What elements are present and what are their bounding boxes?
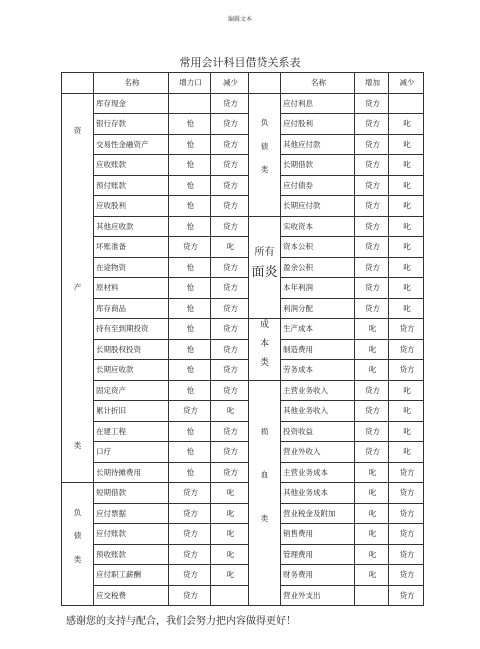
increase-right: 贷方	[355, 421, 389, 442]
account-name-right: 长期借款	[281, 155, 355, 176]
table-row	[62, 462, 424, 483]
category-cell-right	[249, 319, 281, 381]
category-char: 类	[260, 165, 269, 175]
account-name-right: 营业外收入	[281, 442, 355, 463]
increase-right: 贷方	[355, 216, 389, 237]
table-row	[62, 278, 424, 299]
col-header-decrease-2: 减少	[389, 73, 424, 94]
account-name-right: 其他应付款	[281, 134, 355, 155]
account-name-right: 生产成本	[281, 319, 355, 340]
decrease-left: 贷方	[211, 216, 249, 237]
decrease-left: 贷方	[211, 93, 249, 114]
increase-right: 叱	[355, 360, 389, 381]
corner-cell	[62, 73, 94, 94]
decrease-left: 贷方	[211, 298, 249, 319]
table-row	[62, 544, 424, 565]
decrease-left: 贷方	[211, 442, 249, 463]
increase-left: 贷方	[169, 401, 211, 422]
table-row	[62, 565, 424, 586]
increase-right: 贷方	[355, 134, 389, 155]
category-cell-right	[249, 380, 281, 606]
increase-right: 贷方	[355, 257, 389, 278]
increase-right: 叱	[355, 462, 389, 483]
account-name-left: 长期股权投资	[94, 339, 169, 360]
decrease-right: 贷方	[389, 339, 424, 360]
table-row	[62, 380, 424, 401]
account-name-right: 其他业务收入	[281, 401, 355, 422]
increase-left: 贷方	[169, 565, 211, 586]
table-row	[62, 257, 424, 278]
table-row	[62, 524, 424, 545]
account-name-right: 营业外支出	[281, 585, 355, 606]
category-char: 负	[260, 118, 269, 128]
decrease-right: 贷方	[389, 503, 424, 524]
table-row	[62, 585, 424, 606]
decrease-right: 贷方	[389, 319, 424, 340]
decrease-right: 叱	[389, 175, 424, 196]
decrease-right: 叱	[389, 114, 424, 135]
account-name-right: 管理费用	[281, 544, 355, 565]
increase-left: 怆	[169, 114, 211, 135]
table-row	[62, 442, 424, 463]
decrease-right: 叱	[389, 298, 424, 319]
increase-left: 怆	[169, 298, 211, 319]
decrease-left: 贷方	[211, 319, 249, 340]
category-cell-right	[249, 216, 281, 319]
increase-right: 叱	[355, 565, 389, 586]
increase-right: 贷方	[355, 155, 389, 176]
account-name-right: 制造费用	[281, 339, 355, 360]
col-header-increase-1: 增力口	[169, 73, 211, 94]
decrease-left: 叱	[211, 524, 249, 545]
decrease-left: 贷方	[211, 278, 249, 299]
account-name-left: 长期应收款	[94, 360, 169, 381]
increase-left: 怆	[169, 196, 211, 217]
decrease-left: 叱	[211, 565, 249, 586]
increase-left: 怆	[169, 360, 211, 381]
increase-left: 怆	[169, 319, 211, 340]
account-name-right: 应付股利	[281, 114, 355, 135]
header-row	[62, 73, 424, 94]
category-char: 类	[259, 357, 269, 368]
decrease-right: 叱	[389, 278, 424, 299]
decrease-left: 贷方	[211, 421, 249, 442]
increase-right: 叱	[355, 503, 389, 524]
increase-right: 贷方	[355, 93, 389, 114]
account-name-left: 短期借款	[94, 483, 169, 504]
increase-left: 贷方	[169, 237, 211, 258]
increase-right: 贷方	[355, 401, 389, 422]
table-row	[62, 319, 424, 340]
table-row	[62, 93, 424, 114]
decrease-left: 贷方	[211, 462, 249, 483]
category-char: 资	[73, 125, 82, 135]
account-name-left: 累计折旧	[94, 401, 169, 422]
decrease-right: 叱	[389, 134, 424, 155]
account-name-right: 实收资本	[281, 216, 355, 237]
increase-left: 怆	[169, 339, 211, 360]
table-title: 常用会计科目借贷关系表	[179, 56, 301, 69]
decrease-left: 贷方	[211, 196, 249, 217]
increase-left: 贷方	[169, 585, 211, 606]
increase-left: 怆	[169, 380, 211, 401]
category-cell-left	[62, 483, 94, 606]
increase-right: 贷方	[355, 114, 389, 135]
decrease-left: 贷方	[211, 257, 249, 278]
decrease-left: 叱	[211, 237, 249, 258]
table-row	[62, 134, 424, 155]
decrease-right: 叱	[389, 196, 424, 217]
account-name-right: 营业税金及附加	[281, 503, 355, 524]
col-header-name-2: 名称	[281, 73, 355, 94]
decrease-left: 贷方	[211, 114, 249, 135]
col-header-name-1: 名称	[94, 73, 169, 94]
category-char: 负	[73, 507, 82, 517]
account-name-left: 坏账准备	[94, 237, 169, 258]
increase-left: 贷方	[169, 483, 211, 504]
account-name-left: 库存商品	[94, 298, 169, 319]
decrease-left: 贷方	[211, 175, 249, 196]
increase-right: 贷方	[355, 442, 389, 463]
increase-right: 叱	[355, 319, 389, 340]
increase-left: 怆	[169, 462, 211, 483]
category-char: 成	[259, 319, 269, 330]
increase-left: 贷方	[169, 544, 211, 565]
decrease-right: 贷方	[389, 565, 424, 586]
decrease-right: 叱	[389, 257, 424, 278]
account-name-right: 主营业务成本	[281, 462, 355, 483]
category-char: 类	[73, 554, 82, 564]
account-name-left: 应交税费	[94, 585, 169, 606]
decrease-left: 叱	[211, 544, 249, 565]
increase-left: 怆	[169, 257, 211, 278]
decrease-right: 叱	[389, 155, 424, 176]
col-header-increase-2: 增加	[355, 73, 389, 94]
decrease-right	[389, 93, 424, 114]
category-char: 类	[260, 513, 269, 523]
account-name-left: 在途物资	[94, 257, 169, 278]
table-row	[62, 401, 424, 422]
decrease-left: 贷方	[211, 134, 249, 155]
account-name-right: 投资收益	[281, 421, 355, 442]
increase-left: 怆	[169, 278, 211, 299]
account-name-left: 原材料	[94, 278, 169, 299]
decrease-left: 贷方	[211, 339, 249, 360]
increase-left: 贷方	[169, 524, 211, 545]
account-name-right: 应付利息	[281, 93, 355, 114]
increase-right: 贷方	[355, 175, 389, 196]
decrease-right: 叱	[389, 401, 424, 422]
account-name-right: 利润分配	[281, 298, 355, 319]
category-char: 损	[260, 426, 269, 436]
category-char: 债	[260, 141, 269, 151]
account-name-left: 预付账款	[94, 175, 169, 196]
category-char: 类	[73, 440, 82, 450]
table-row	[62, 237, 424, 258]
decrease-left: 叱	[211, 503, 249, 524]
account-name-left: 应收股利	[94, 196, 169, 217]
table-row	[62, 421, 424, 442]
increase-left: 怆	[169, 175, 211, 196]
increase-right: 贷方	[355, 196, 389, 217]
decrease-left: 叱	[211, 483, 249, 504]
table-row	[62, 360, 424, 381]
category-char: 本	[259, 338, 269, 349]
account-name-right: 盈余公积	[281, 257, 355, 278]
account-name-right: 其他业务成本	[281, 483, 355, 504]
decrease-left: 贷方	[211, 380, 249, 401]
increase-right: 叱	[355, 544, 389, 565]
account-name-left: 其他应收款	[94, 216, 169, 237]
category-cell-left	[62, 93, 94, 483]
increase-right: 贷方	[355, 380, 389, 401]
increase-left: 贷方	[169, 503, 211, 524]
decrease-right: 叱	[389, 421, 424, 442]
category-char: 面炎	[251, 264, 278, 280]
decrease-right: 贷方	[389, 585, 424, 606]
increase-right: 叱	[355, 483, 389, 504]
account-name-right: 财务费用	[281, 565, 355, 586]
increase-right: 贷方	[355, 278, 389, 299]
account-name-right: 资本公积	[281, 237, 355, 258]
account-name-left: 预收账款	[94, 544, 169, 565]
account-name-left: 在建工程	[94, 421, 169, 442]
category-char: 产	[73, 283, 82, 292]
account-name-left: 长期待摊费用	[94, 462, 169, 483]
decrease-right: 叱	[389, 442, 424, 463]
table-row	[62, 114, 424, 135]
account-name-left: 应收账款	[94, 155, 169, 176]
decrease-right: 叱	[389, 380, 424, 401]
decrease-right: 叱	[389, 216, 424, 237]
account-name-right: 主营业务收入	[281, 380, 355, 401]
account-name-right: 劳务成本	[281, 360, 355, 381]
increase-right: 叱	[355, 524, 389, 545]
decrease-right: 贷方	[389, 462, 424, 483]
account-name-right: 销售费用	[281, 524, 355, 545]
account-name-right: 本年利润	[281, 278, 355, 299]
account-name-right: 长期应付款	[281, 196, 355, 217]
increase-left: 怆	[169, 155, 211, 176]
account-name-left: 银行存款	[94, 114, 169, 135]
account-name-left: 应付票据	[94, 503, 169, 524]
page-header: 编辑文本	[227, 16, 252, 23]
increase-left: 怆	[169, 442, 211, 463]
account-name-left: 库存现金	[94, 93, 169, 114]
col-header-decrease-1: 减少	[211, 73, 249, 94]
account-name-left: 应付职工薪酬	[94, 565, 169, 586]
increase-left	[169, 93, 211, 114]
corner-cell-2	[249, 73, 281, 94]
increase-left: 怆	[169, 421, 211, 442]
table-row	[62, 503, 424, 524]
category-char: 血	[260, 470, 269, 479]
account-table	[61, 72, 424, 606]
account-name-left: 应付账款	[94, 524, 169, 545]
footer-note: 感谢您的支持与配合，我们会努力把内容做得更好！	[66, 616, 296, 627]
increase-right	[355, 585, 389, 606]
decrease-left: 贷方	[211, 360, 249, 381]
table-body	[62, 73, 424, 606]
increase-right: 贷方	[355, 237, 389, 258]
table-row	[62, 216, 424, 237]
increase-right: 贷方	[355, 298, 389, 319]
account-name-right: 应付债券	[281, 175, 355, 196]
decrease-right: 贷方	[389, 483, 424, 504]
decrease-left: 贷方	[211, 155, 249, 176]
decrease-left: 叱	[211, 401, 249, 422]
table-row	[62, 339, 424, 360]
table-row	[62, 155, 424, 176]
category-char: 债	[73, 531, 82, 541]
decrease-right: 贷方	[389, 544, 424, 565]
category-char: 所有	[254, 246, 275, 258]
decrease-right: 贷方	[389, 360, 424, 381]
table-row	[62, 483, 424, 504]
increase-left: 怆	[169, 216, 211, 237]
account-name-left: 持有至到期投资	[94, 319, 169, 340]
account-name-left: 口疗	[94, 442, 169, 463]
account-name-left: 交易性金融资产	[94, 134, 169, 155]
decrease-right: 贷方	[389, 524, 424, 545]
account-name-left: 固定资产	[94, 380, 169, 401]
decrease-left	[211, 585, 249, 606]
decrease-right: 叱	[389, 237, 424, 258]
increase-right: 叱	[355, 339, 389, 360]
table-row	[62, 298, 424, 319]
category-cell-right	[249, 93, 281, 216]
increase-left: 怆	[169, 134, 211, 155]
table-row	[62, 175, 424, 196]
table-row	[62, 196, 424, 217]
